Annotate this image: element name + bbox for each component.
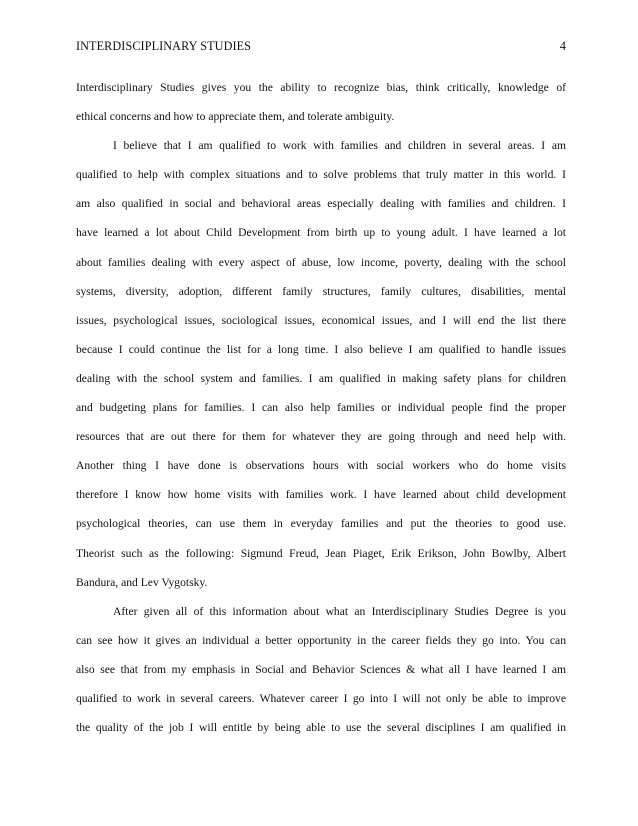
- text-line: Theorist such as the following: Sigmund Freud, Jean Piaget, Erik Erikson, John Bowlby, Albert: [76, 546, 566, 560]
- text-line: Bandura, and Lev Vygotsky.: [76, 575, 208, 589]
- text-line: and budgeting plans for families. I can also help families or individual people find the proper: [76, 401, 566, 415]
- text-line: qualified to help with complex situations and to solve problems that truly matter in this world. I: [76, 168, 566, 182]
- paragraph: [76, 597, 566, 742]
- text-line: I believe that I am qualified to work with families and children in several areas. I am: [113, 139, 566, 153]
- text-line: Another thing I have done is observations hours with social workers who do home visits: [76, 459, 566, 473]
- text-line: about families dealing with every aspect of abuse, low income, poverty, dealing with the school: [76, 255, 566, 269]
- text-line: systems, diversity, adoption, different family structures, family cultures, disabilities, mental: [76, 284, 566, 298]
- running-header: [76, 38, 566, 54]
- header-title: INTERDISCIPLINARY STUDIES: [76, 39, 252, 53]
- text-line: issues, psychological issues, sociological issues, economical issues, and I will end the list there: [76, 313, 566, 327]
- text-line: have learned a lot about Child Development from birth up to young adult. I have learned a lot: [76, 226, 566, 240]
- text-line: ethical concerns and how to appreciate them, and tolerate ambiguity.: [76, 110, 395, 124]
- paragraph: [76, 73, 566, 131]
- text-line: Interdisciplinary Studies gives you the ability to recognize bias, think critically, knowledge of: [76, 81, 566, 94]
- text-line: because I could continue the list for a long time. I also believe I am qualified to handle issues: [76, 342, 566, 356]
- paragraph: [76, 131, 566, 597]
- text-line: therefore I know how home visits with families work. I have learned about child development: [76, 488, 566, 502]
- text-line: am also qualified in social and behavioral areas especially dealing with families and children. I: [76, 197, 566, 211]
- text-line: psychological theories, can use them in everyday families and put the theories to good use.: [76, 517, 566, 531]
- text-line: dealing with the school system and families. I am qualified in making safety plans for children: [76, 371, 566, 385]
- text-line: the quality of the job I will entitle by being able to use the several disciplines I am qualified in: [76, 721, 566, 735]
- text-line: can see how it gives an individual a better opportunity in the career fields they go into. You can: [76, 633, 566, 647]
- text-line: qualified to work in several careers. Whatever career I go into I will not only be able to improve: [76, 691, 566, 705]
- text-line: also see that from my emphasis in Social and Behavior Sciences & what all I have learned I am: [76, 662, 566, 676]
- page-number: 4: [559, 39, 566, 53]
- text-line: resources that are out there for them for whatever they are going through and need help with.: [76, 430, 566, 444]
- body-text: [76, 73, 566, 742]
- text-line: After given all of this information about what an Interdisciplinary Studies Degree is you: [113, 604, 566, 618]
